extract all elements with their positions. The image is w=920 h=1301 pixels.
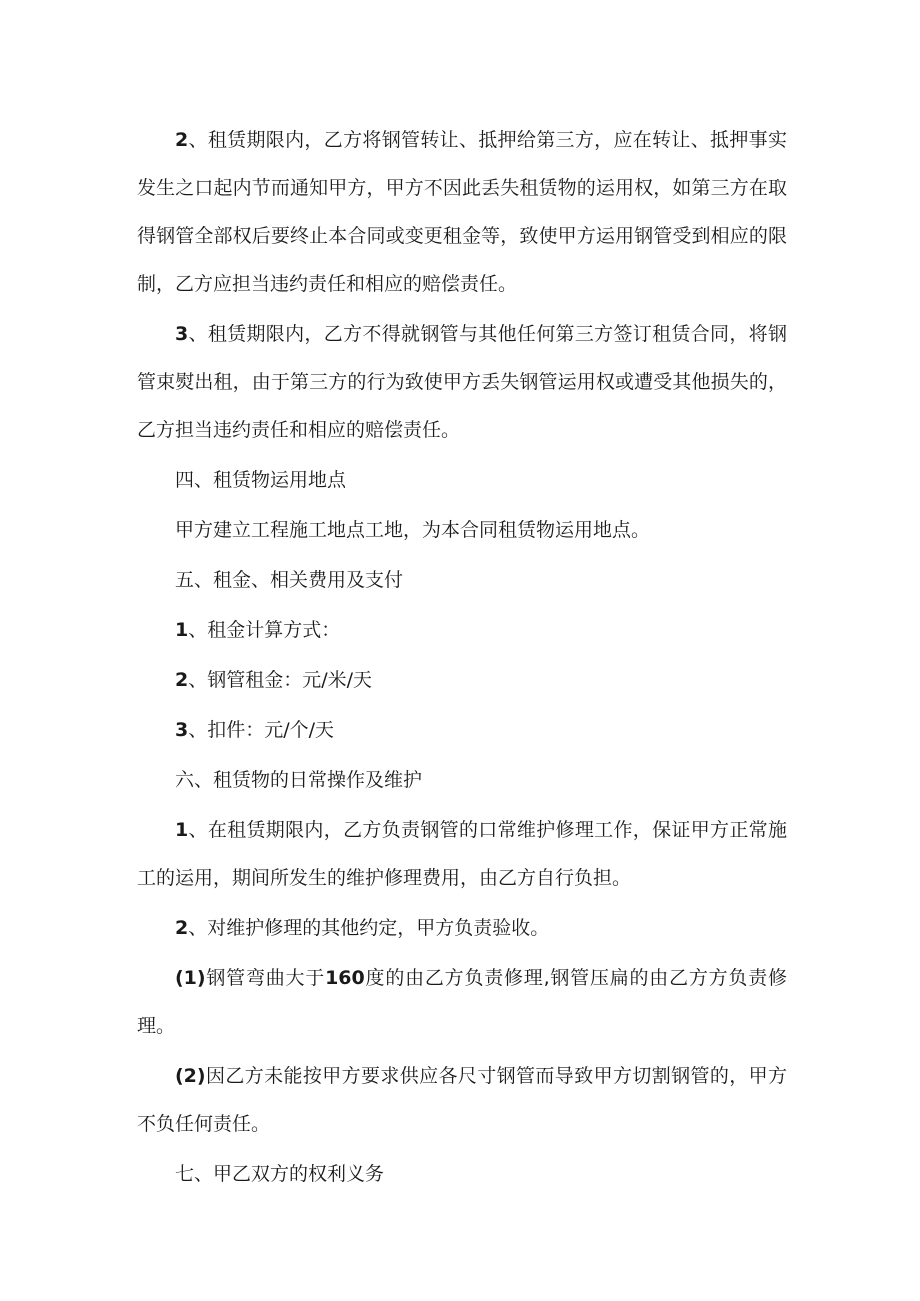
- clause-text: 、扣件：元/个/天: [188, 719, 335, 741]
- degree-value: 160: [325, 967, 365, 989]
- section-heading-4: [137, 456, 787, 504]
- item-text-continued: 度的由乙方负责修理,钢管压扁的由乙方方负责修理。: [137, 967, 787, 1037]
- heading-text: 六、租赁物的日常操作及维护: [175, 769, 423, 791]
- clause-text: 、对维护修理的其他约定，甲方负责验收。: [188, 917, 550, 939]
- paragraph-maintenance: [137, 806, 787, 902]
- section-heading-6: [137, 756, 787, 804]
- section-heading-7: [137, 1150, 787, 1198]
- heading-text: 七、甲乙双方的权利义务: [175, 1163, 385, 1185]
- clause-number: 2: [175, 129, 189, 151]
- clause-number: 1: [175, 819, 189, 841]
- paragraph-pipe-rent: [137, 656, 787, 704]
- section-heading-5: [137, 556, 787, 604]
- paragraph-location: [137, 506, 787, 554]
- clause-number: 1: [175, 619, 189, 641]
- document-body: [137, 116, 787, 1198]
- paragraph-text: 甲方建立工程施工地点工地，为本合同租赁物运用地点。: [175, 519, 651, 541]
- paragraph-clause-3-sublease: [137, 310, 787, 454]
- paragraph-item-2-cutting: [137, 1052, 787, 1148]
- paragraph-clause-2-transfer: [137, 116, 787, 308]
- clause-text: 、租赁期限内，乙方不得就钢管与其他任何第三方签订租赁合同，将钢管束熨出租，由于第三方的行为致使甲方丢失钢管运用权或遭受其他损失的，乙方担当违约责任和相应的赔偿责任。: [137, 323, 787, 441]
- item-text: 因乙方未能按甲方要求供应各尺寸钢管而导致甲方切割钢管的，甲方不负任何责任。: [137, 1065, 787, 1135]
- heading-text: 五、租金、相关费用及支付: [175, 569, 404, 591]
- item-number: (1): [175, 967, 206, 989]
- paragraph-item-1-bending: [137, 954, 787, 1050]
- clause-number: 2: [175, 917, 189, 939]
- clause-text: 、在租赁期限内，乙方负责钢管的口常维护修理工作，保证甲方正常施工的运用，期间所发生的维护修理费用，由乙方自行负担。: [137, 819, 787, 889]
- clause-number: 3: [175, 719, 189, 741]
- clause-number: 3: [175, 323, 189, 345]
- paragraph-fastener-rent: [137, 706, 787, 754]
- clause-number: 2: [175, 669, 189, 691]
- heading-text: 四、租赁物运用地点: [175, 469, 347, 491]
- paragraph-other-agreements: [137, 904, 787, 952]
- item-number: (2): [175, 1065, 206, 1087]
- clause-text: 、租金计算方式：: [188, 619, 341, 641]
- paragraph-rent-method: [137, 606, 787, 654]
- item-text: 钢管弯曲大于: [205, 967, 326, 989]
- clause-text: 、钢管租金：元/米/天: [188, 669, 373, 691]
- clause-text: 、租赁期限内，乙方将钢管转让、抵押给第三方，应在转让、抵押事实发生之口起内节而通知甲方，甲方不因此丢失租赁物的运用权，如第三方在取得钢管全部权后要终止本合同或变更租金等，致使甲方运用钢管受到相应的限制，乙方应担当违约责任和相应的赔偿责任。: [137, 129, 787, 295]
